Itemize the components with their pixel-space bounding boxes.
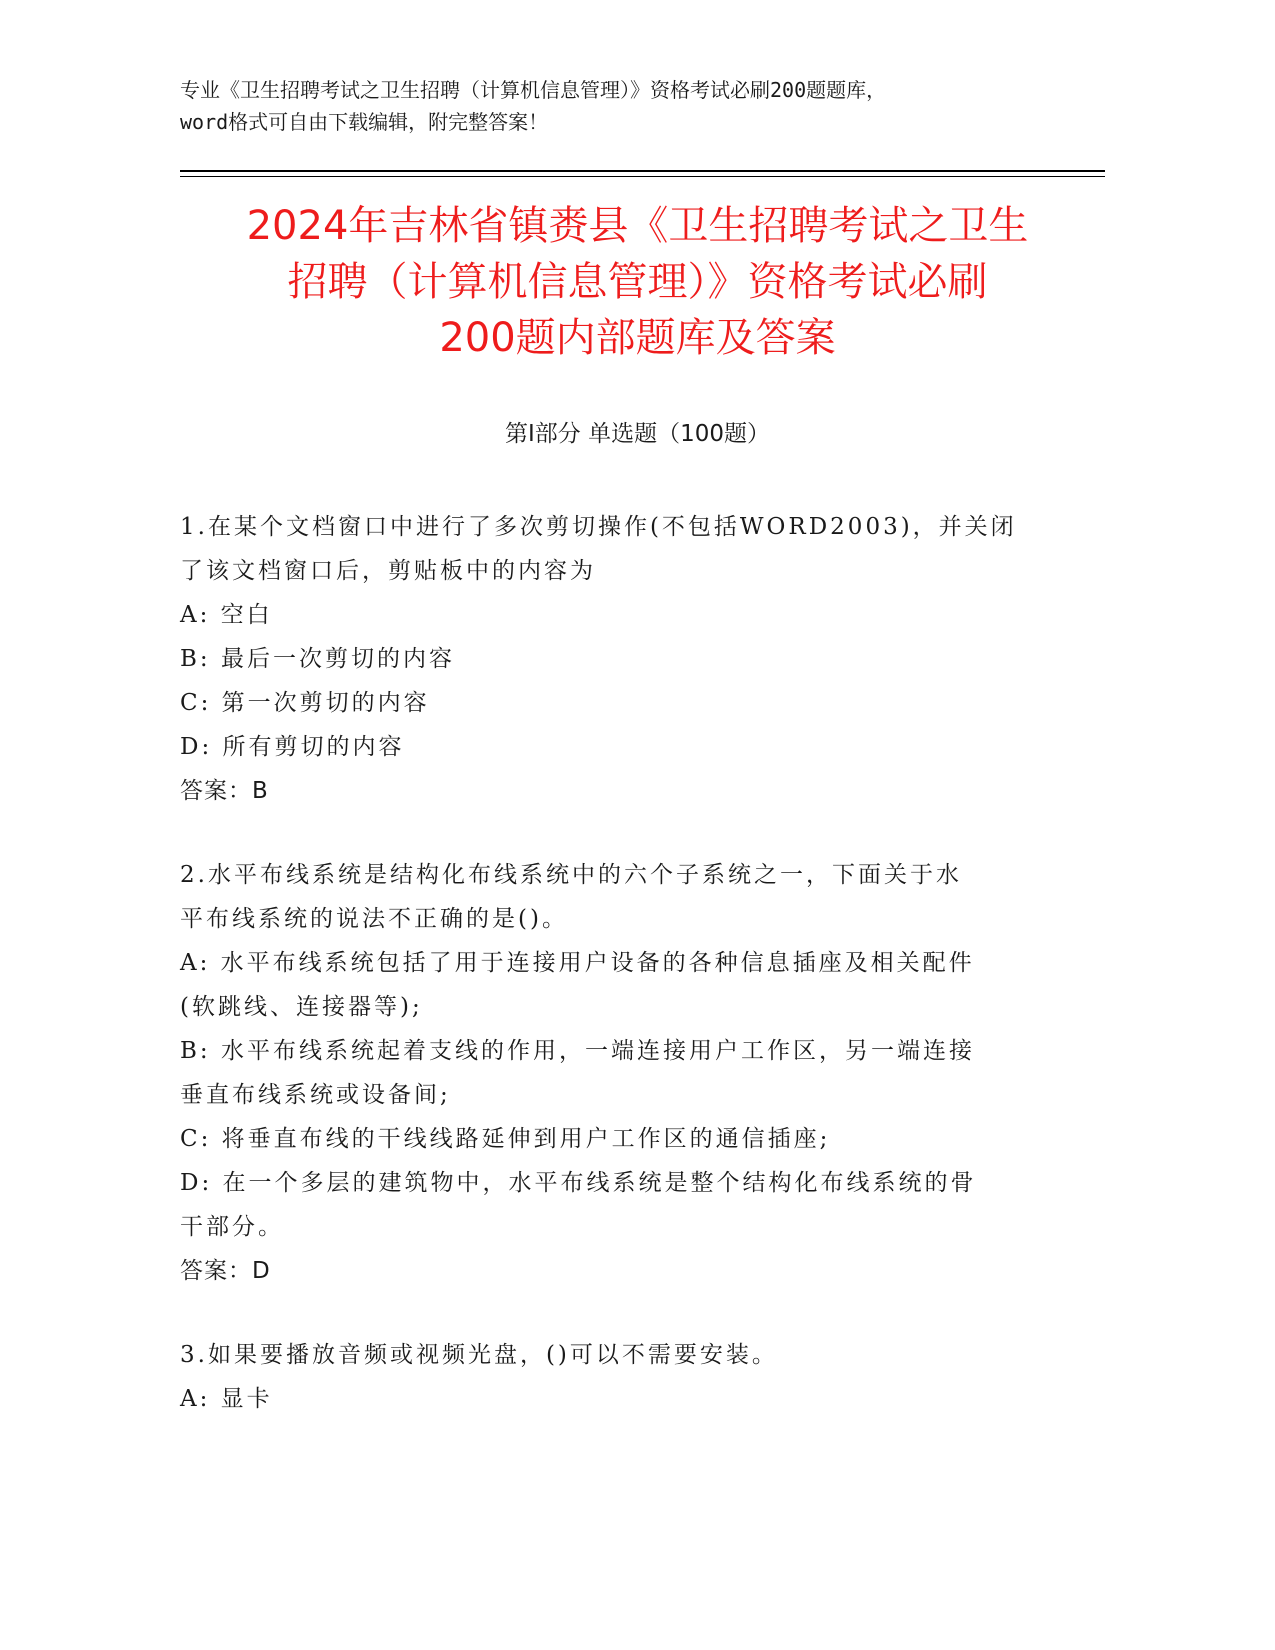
document-title bbox=[140, 198, 1135, 366]
question-option: A: 空白 bbox=[180, 602, 273, 628]
title-line-1: 2024年吉林省镇赉县《卫生招聘考试之卫生 bbox=[246, 203, 1029, 249]
question-option: A: 水平布线系统包括了用于连接用户设备的各种信息插座及相关配件 bbox=[180, 950, 975, 976]
question-item bbox=[180, 505, 1040, 813]
title-line-2: 招聘（计算机信息管理）》资格考试必刷 bbox=[287, 259, 988, 305]
question-list bbox=[180, 505, 1040, 1461]
question-answer: 答案：B bbox=[180, 778, 269, 804]
question-option: B: 水平布线系统起着支线的作用，一端连接用户工作区，另一端连接 bbox=[180, 1038, 975, 1064]
title-line-3: 200题内部题库及答案 bbox=[439, 315, 836, 361]
header-note bbox=[180, 74, 1080, 138]
question-item bbox=[180, 853, 1040, 1293]
section-heading: 第Ⅰ部分 单选题（100题） bbox=[505, 421, 770, 447]
question-option: 干部分。 bbox=[180, 1214, 284, 1240]
header-note-line-1: 专业《卫生招聘考试之卫生招聘（计算机信息管理）》资格考试必刷200题题库， bbox=[180, 78, 887, 102]
question-text-line: 了该文档窗口后，剪贴板中的内容为 bbox=[180, 558, 596, 584]
question-text-line: 3.如果要播放音频或视频光盘，()可以不需要安装。 bbox=[180, 1342, 778, 1368]
header-rule-thick bbox=[180, 170, 1105, 172]
question-option: (软跳线、连接器等); bbox=[180, 994, 423, 1020]
question-option: 垂直布线系统或设备间; bbox=[180, 1082, 451, 1108]
question-option: A: 显卡 bbox=[180, 1386, 273, 1412]
question-item bbox=[180, 1333, 1040, 1421]
question-option: B: 最后一次剪切的内容 bbox=[180, 646, 455, 672]
question-text-line: 平布线系统的说法不正确的是()。 bbox=[180, 906, 568, 932]
header-rule-thin bbox=[180, 176, 1105, 177]
header-note-line-2: word格式可自由下载编辑，附完整答案！ bbox=[180, 110, 549, 134]
question-answer: 答案：D bbox=[180, 1258, 271, 1284]
question-text-line: 2.水平布线系统是结构化布线系统中的六个子系统之一，下面关于水 bbox=[180, 862, 962, 888]
question-text-line: 1.在某个文档窗口中进行了多次剪切操作(不包括WORD2003)，并关闭 bbox=[180, 514, 1017, 540]
question-option: C: 第一次剪切的内容 bbox=[180, 690, 430, 716]
question-option: D: 所有剪切的内容 bbox=[180, 734, 405, 760]
question-option: C: 将垂直布线的干线线路延伸到用户工作区的通信插座; bbox=[180, 1126, 831, 1152]
question-option: D: 在一个多层的建筑物中，水平布线系统是整个结构化布线系统的骨 bbox=[180, 1170, 977, 1196]
